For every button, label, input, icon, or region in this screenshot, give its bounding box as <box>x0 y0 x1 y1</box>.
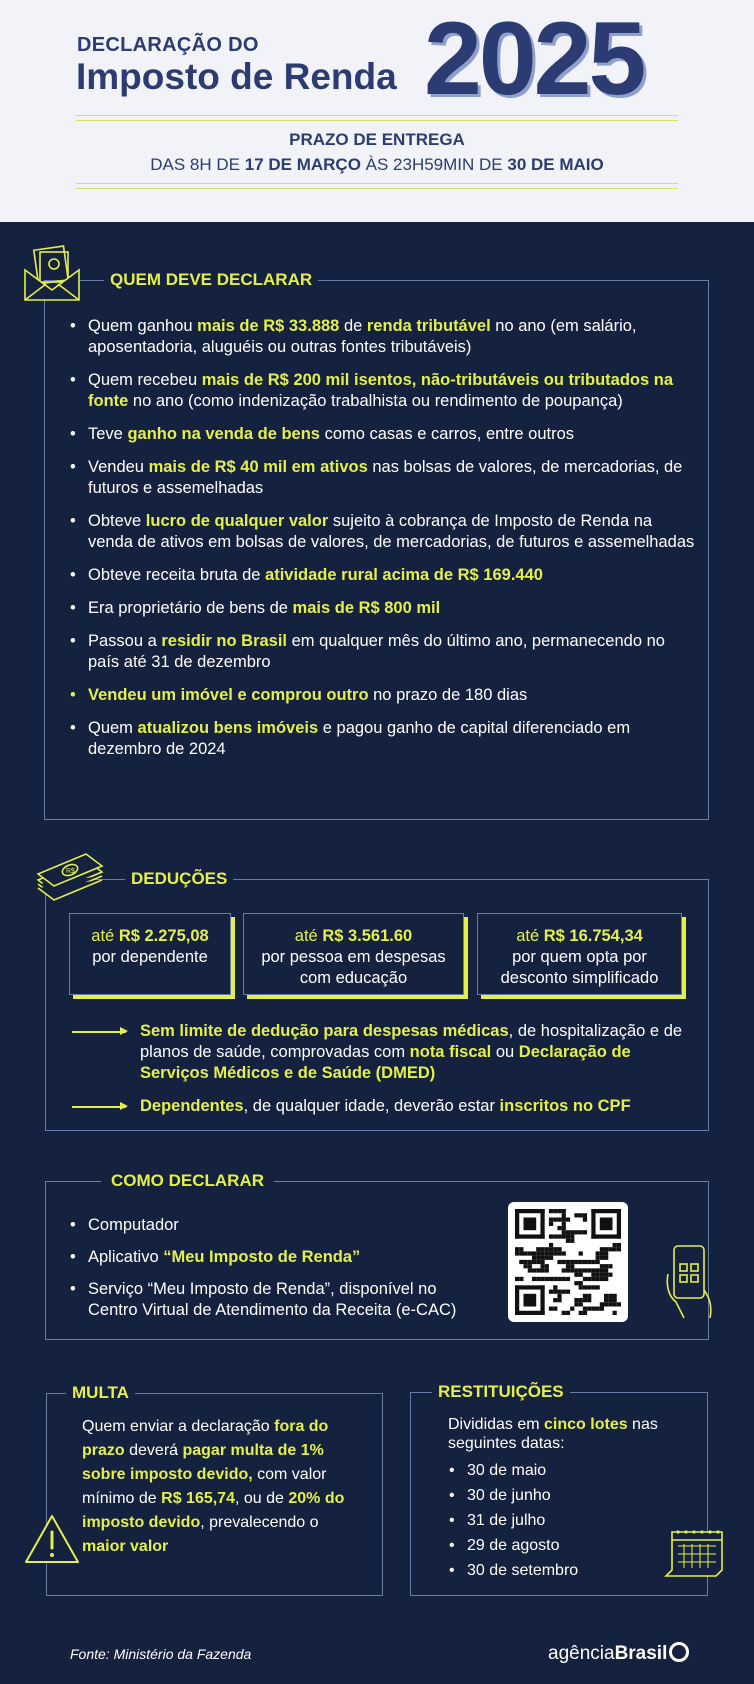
quem-title: QUEM DEVE DECLARAR <box>104 270 318 290</box>
list-item: • Serviço “Meu Imposto de Renda”, disponível no Centro Virtual de Atendimento da Receita (e-CAC) <box>68 1279 468 1321</box>
quem-list <box>68 316 698 772</box>
list-item: • 30 de setembro <box>447 1560 647 1581</box>
como-list <box>68 1215 468 1333</box>
restituicoes-intro: Divididas em cinco lotes nas seguintes datas: <box>448 1416 658 1452</box>
header-year: 2025 <box>424 1 644 117</box>
card-desc: por dependente <box>92 948 208 966</box>
list-item: • Passou a residir no Brasil em qualquer mês do último ano, permanecendo no país até 31 de dezembro <box>68 631 698 673</box>
divider <box>76 115 678 116</box>
como-title: COMO DECLARAR <box>101 1171 274 1191</box>
card-value: até R$ 3.561.60 <box>294 927 413 945</box>
header-title: Imposto de Renda <box>76 56 397 97</box>
list-item: • 30 de maio <box>447 1460 647 1481</box>
restituicoes-dates <box>447 1460 647 1585</box>
money-stack-icon <box>34 846 106 902</box>
footer-source: Fonte: Ministério da Fazenda <box>70 1646 252 1662</box>
list-item: • 30 de junho <box>447 1485 647 1506</box>
card-value: até R$ 16.754,34 <box>516 927 643 945</box>
deducoes-title: DEDUÇÕES <box>125 869 233 889</box>
deadline-start: 17 DE MARÇO <box>244 155 361 174</box>
list-item: • Quem ganhou mais de R$ 33.888 de renda tributável no ano (em salário, aposentadoria, aluguéis ou outras fontes tributáveis) <box>68 316 698 358</box>
arrow-right-icon <box>72 1031 126 1033</box>
restituicoes-title: RESTITUIÇÕES <box>432 1382 570 1402</box>
card-desc: por quem opta por desconto simplificado <box>500 948 659 987</box>
deadline-mid: ÀS 23H59MIN DE <box>360 155 508 174</box>
deadline-title: PRAZO DE ENTREGA <box>289 130 465 149</box>
list-item: • 29 de agosto <box>447 1535 647 1556</box>
list-item: • Aplicativo “Meu Imposto de Renda” <box>68 1247 468 1268</box>
brand-mark-icon <box>669 1642 689 1662</box>
header <box>0 0 754 222</box>
multa-text: Quem enviar a declaração fora do prazo deverá pagar multa de 1% sobre imposto devido, com valor mínimo de R$ 165,74, ou de 20% do imposto devido, prevalecendo o maior valor <box>82 1418 345 1555</box>
list-item: • Vendeu mais de R$ 40 mil em ativos nas bolsas de valores, de mercadorias, de futuros e assemelhadas <box>68 457 698 499</box>
qr-code-graphic <box>515 1209 621 1315</box>
list-item: • Teve ganho na venda de bens como casas e carros, entre outros <box>68 424 698 445</box>
card-value: até R$ 2.275,08 <box>91 927 209 945</box>
warning-icon <box>22 1512 82 1566</box>
deduction-card <box>477 913 682 995</box>
list-item: • Computador <box>68 1215 468 1236</box>
divider <box>76 188 678 189</box>
list-item: • Obteve lucro de qualquer valor sujeito à cobrança de Imposto de Renda na venda de ativos em bolsas de valores, de mercadorias, de futuros e assemelhadas <box>68 511 698 553</box>
list-item: • Quem atualizou bens imóveis e pagou ganho de capital diferenciado em dezembro de 2024 <box>68 718 698 760</box>
list-item: • Vendeu um imóvel e comprou outro no prazo de 180 dias <box>68 685 698 706</box>
svg-text:R$: R$ <box>66 868 75 875</box>
deadline-end: 30 DE MAIO <box>507 155 604 174</box>
list-item: • Quem recebeu mais de R$ 200 mil isentos, não-tributáveis ou tributados na fonte no ano (como indenização trabalhista ou rendimento de poupança) <box>68 370 698 412</box>
header-kicker: DECLARAÇÃO DO <box>77 34 259 56</box>
deadline-prefix: DAS 8H DE <box>150 155 245 174</box>
deduction-note-medical: Sem limite de dedução para despesas médicas, de hospitalização e de planos de saúde, comprovadas com nota fiscal ou Declaração de Serviços Médicos e de Saúde (DMED) <box>72 1021 692 1087</box>
deadline-text <box>0 155 754 175</box>
deduction-note-dependents: Dependentes, de qualquer idade, deverão estar inscritos no CPF <box>72 1096 692 1120</box>
multa-title: MULTA <box>66 1383 135 1403</box>
card-desc: por pessoa em despesas com educação <box>261 948 446 987</box>
deduction-card <box>243 913 464 995</box>
divider <box>76 120 678 121</box>
title-connector <box>92 280 102 281</box>
list-item: • Era proprietário de bens de mais de R$ 800 mil <box>68 598 698 619</box>
phone-hand-icon <box>664 1244 716 1320</box>
divider <box>76 183 678 184</box>
list-item: • Obteve receita bruta de atividade rural acima de R$ 169.440 <box>68 565 698 586</box>
qr-code-icon[interactable] <box>508 1202 628 1322</box>
envelope-money-icon <box>22 244 82 304</box>
footer-brand-logo: agênciaBrasil <box>548 1642 689 1665</box>
arrow-right-icon <box>72 1106 126 1108</box>
list-item: • 31 de julho <box>447 1510 647 1531</box>
calendar-icon <box>664 1526 726 1580</box>
deduction-card <box>69 913 231 995</box>
